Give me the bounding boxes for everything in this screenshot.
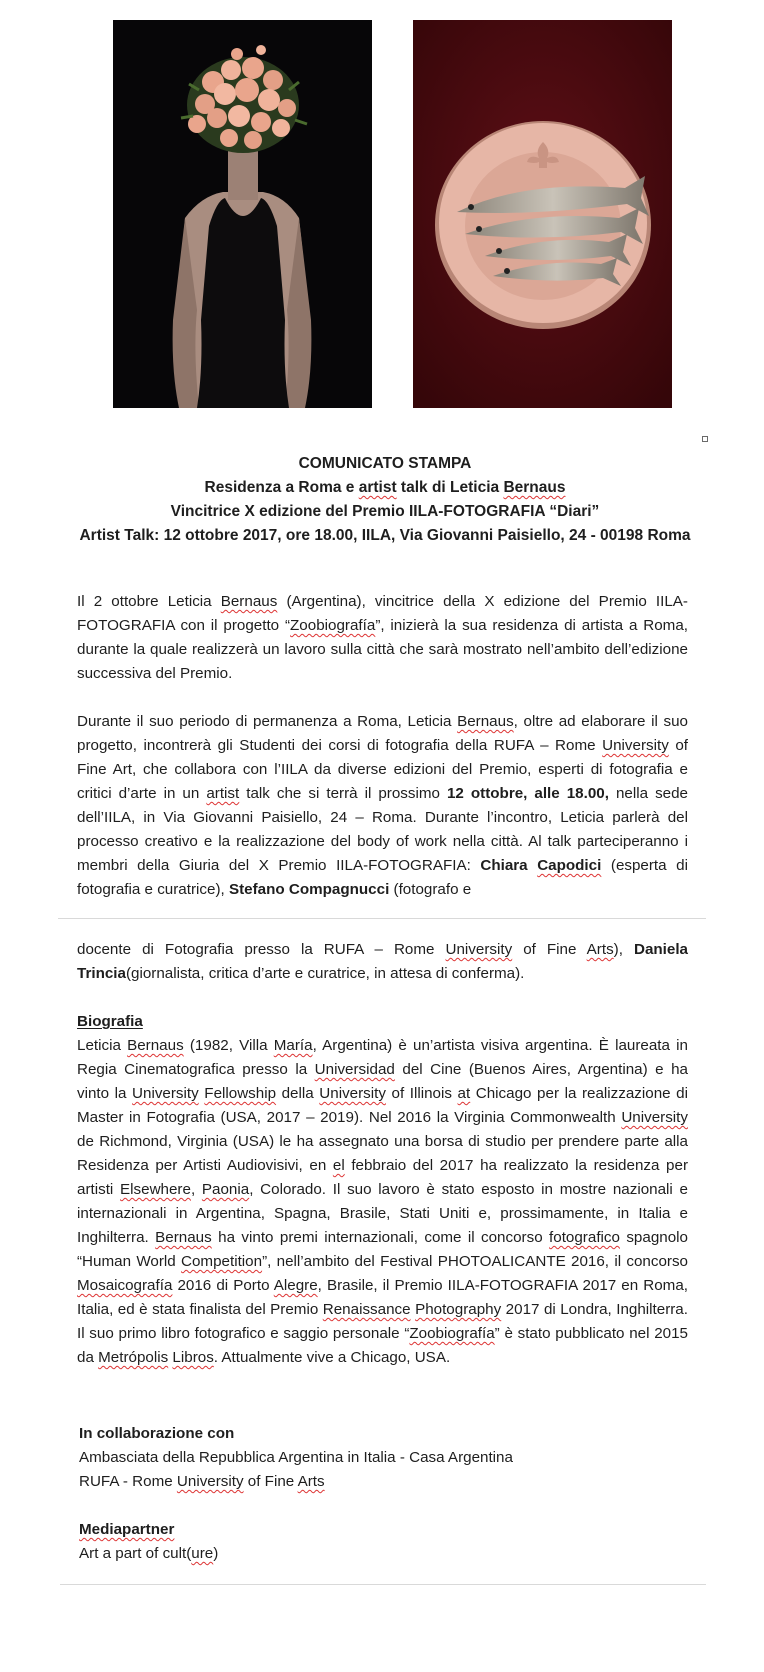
mediapartner-section [79,1518,688,1566]
jury-name: Stefano Compagnucci [228,881,390,898]
woman-with-flowers-photo [113,20,372,408]
text: Zoobiografía [290,617,376,634]
fish-on-plate-image [413,20,672,408]
page-bottom-divider [60,1584,706,1585]
header-talk-line: Artist Talk: 12 ottobre 2017, ore 18.00, IILA, Via Giovanni Paisiello, 24 - 00198 Roma [79,527,691,544]
text: artist [206,785,240,802]
header-subtitle [60,476,710,500]
paragraph-jury-cont [77,938,688,986]
press-release-header [60,452,710,548]
text: Il 2 ottobre Leticia [77,593,221,610]
text: of Fine Art, che collabora con l’IILA da diverse edizioni del Premio, esperti di fotografia e critici d’arte in un [77,737,689,802]
biography-text: Leticia Bernaus (1982, Villa María, Argentina) è un’artista visiva argentina. È laureata in Regia Cinematografica presso la Universidad del Cine (Buenos Aires, Argentina) e ha vinto la University Fellowship della University of Illinois at Chicago per la realizzazione di Master in Fotografia (USA, 2017 – 2019). Nel 2016 la Virginia Commonwealth University de Richmond, Virginia (USA) le ha assegnato una borsa di studio per prendere parte alla Residenza per Artisti Audiovisivi, en el febbraio del 2017 ha realizzato la residenza per artisti Elsewhere, Paonia, Colorado. Il suo lavoro è stato esposto in mostre nazionali e internazionali in Argentina, Spagna, Brasile, Stati Uniti e, prossimamente, in Italia e Inghilterra. Bernaus ha vinto premi internazionali, come il concorso fotografico spagnolo “Human World Competition”, nell’ambito del Festival PHOTOALICANTE 2016, il concorso Mosaicografía 2016 di Porto Alegre, Brasile, il Premio IILA-FOTOGRAFIA 2017 en Roma, Italia, ed è stata finalista del Premio Renaissance Photography 2017 di Londra, Inghilterra. Il suo primo libro fotografico e saggio personale “Zoobiografía” è stato pubblicato nel 2015 da Metrópolis Libros. Attualmente vive a Chicago, USA. [77,1037,689,1366]
collaboration-section [79,1422,688,1494]
mediapartner-text: Art a part of cult(ure) [79,1545,219,1562]
header-text: Residenza a Roma e [204,479,359,496]
text: , oltre ad elaborare il suo progetto, incontrerà gli Studenti dei corsi di fotografia della RUFA – Rome [77,713,688,754]
text: ), [613,941,634,958]
text: talk che si terrà il prossimo [239,785,447,802]
collaboration-line-1: Ambasciata della Repubblica Argentina in Italia - Casa Argentina [79,1449,513,1466]
collaboration-title: In collaborazione con [79,1425,235,1442]
resize-handle[interactable] [702,436,708,442]
text: ”, inizierà la sua residenza di artista a Roma, durante la quale realizzerà un lavoro sulla città che sarà mostrato nell’ambito dell’edizione successiva del Premio. [77,617,688,682]
text: Durante il suo periodo di permanenza a Roma, Leticia [77,713,458,730]
paragraph-intro [77,590,688,686]
jury-name: Capodici [537,857,602,874]
header-winner-line: Vincitrice X edizione del Premio IILA-FOTOGRAFIA “Diari” [170,503,600,520]
text: (esperta di fotografia e curatrice), [77,857,688,898]
text: Bernaus [457,713,514,730]
text: University [445,941,513,958]
biography-title: Biografia [77,1013,143,1030]
text: of Fine [512,941,587,958]
collaboration-line-2: RUFA - Rome University of Fine Arts [79,1473,325,1490]
text: docente di Fotografia presso la RUFA – Rome [77,941,446,958]
text: (giornalista, critica d’arte e curatrice, in attesa di conferma). [125,965,525,982]
woman-with-flowers-image [113,20,372,408]
text: (Argentina), vincitrice della X edizione del Premio IILA-FOTOGRAFIA con il progetto “ [77,593,688,634]
jury-name: Chiara [480,857,538,874]
page-break-divider [58,918,706,919]
paragraph-residency [77,710,688,902]
biography-section [77,1010,688,1370]
text: University [602,737,669,754]
text: (fotografo e [389,881,472,898]
text: nella sede dell’IILA, in Via Giovanni Paisiello, 24 – Roma. Durante l’incontro, Leticia parlerà del processo creativo e la realizzazione del body of work nella città. Al talk parteciperanno i membri della Giuria del X Premio IILA-FOTOGRAFIA: [77,785,689,874]
header-text: artist [358,479,397,496]
talk-date: 12 ottobre, alle 18.00, [446,785,609,802]
text: Arts [586,941,614,958]
mediapartner-title: Mediapartner [79,1521,175,1538]
header-title: COMUNICATO STAMPA [298,455,472,472]
header-text: Bernaus [503,479,566,496]
header-text: talk di Leticia [396,479,504,496]
text: Bernaus [220,593,278,610]
jury-name: Daniela Trincia [77,941,689,982]
fish-on-plate-photo [413,20,672,408]
